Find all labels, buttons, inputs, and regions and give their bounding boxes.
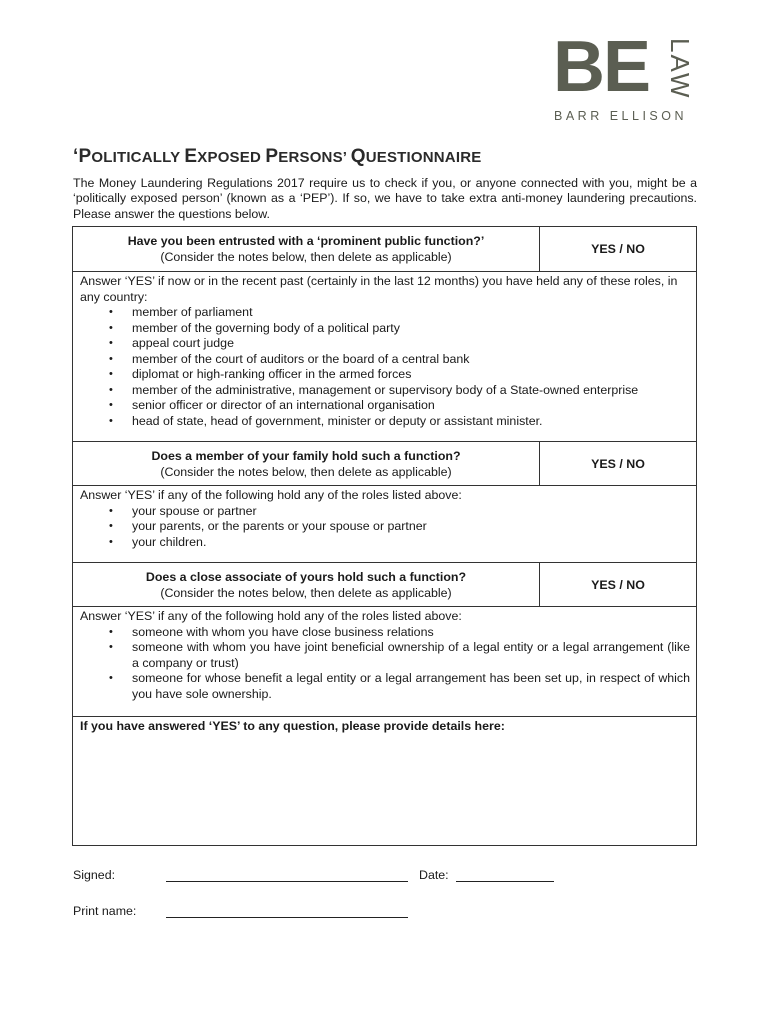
date-label: Date: xyxy=(419,868,449,882)
answer-intro: Answer ‘YES’ if any of the following hold any of the roles listed above: xyxy=(80,488,462,502)
list-item: • diplomat or high-ranking officer in the armed forces xyxy=(132,367,690,383)
question-note: (Consider the notes below, then delete as applicable) xyxy=(160,464,452,479)
logo-law-text: LAW xyxy=(665,38,695,100)
list-item: • your parents, or the parents or your spouse or partner xyxy=(132,519,690,535)
logo-subtitle: BARR ELLISON xyxy=(554,109,688,123)
list-item: • someone with whom you have joint beneficial ownership of a legal entity or a legal arrangement (like a company or trust) xyxy=(132,640,690,671)
list-item: • senior officer or director of an international organisation xyxy=(132,398,690,414)
list-item: • your children. xyxy=(132,535,690,551)
list-item: • someone for whose benefit a legal entity or a legal arrangement has been set up, in respect of which you have sole ownership. xyxy=(132,671,690,702)
logo-mark: BE xyxy=(553,27,650,107)
answer-notes-close-associate xyxy=(73,607,696,717)
print-name-label: Print name: xyxy=(73,904,137,918)
print-name-line[interactable] xyxy=(166,917,408,918)
list-item: • someone with whom you have close business relations xyxy=(132,625,690,641)
answer-notes-family-member xyxy=(73,486,696,563)
barr-ellison-logo xyxy=(553,27,698,126)
details-label: If you have answered ‘YES’ to any question, please provide details here: xyxy=(80,719,505,733)
intro-paragraph: The Money Laundering Regulations 2017 require us to check if you, or anyone connected with you, might be a ‘politically exposed person’ (known as a ‘PEP’). If so, we have to take extra anti-money laundering precautions. Please answer the questions below. xyxy=(73,176,697,221)
signed-label: Signed: xyxy=(73,868,116,882)
list-item: • appeal court judge xyxy=(132,336,690,352)
question-row-close-associate xyxy=(73,563,696,607)
yes-no-answer[interactable]: YES / NO xyxy=(591,456,645,471)
roles-list xyxy=(80,305,690,429)
list-item: • member of the court of auditors or the board of a central bank xyxy=(132,352,690,368)
answer-intro: Answer ‘YES’ if now or in the recent past (certainly in the last 12 months) you have held any of these roles, in any country: xyxy=(80,274,678,304)
answer-notes-prominent-function xyxy=(73,272,696,442)
page-title: ‘POLITICALLY EXPOSED PERSONS’ QUESTIONNAIRE xyxy=(73,146,482,167)
answer-intro: Answer ‘YES’ if any of the following hold any of the roles listed above: xyxy=(80,609,462,623)
associate-list xyxy=(80,625,690,703)
question-row-prominent-function xyxy=(73,227,696,272)
list-item: • your spouse or partner xyxy=(132,504,690,520)
list-item: • member of the administrative, management or supervisory body of a State-owned enterprise xyxy=(132,383,690,399)
family-list xyxy=(80,504,690,551)
signed-line[interactable] xyxy=(166,881,408,882)
question-note: (Consider the notes below, then delete as applicable) xyxy=(160,250,452,264)
list-item: • member of parliament xyxy=(132,305,690,321)
question-text: Does a member of your family hold such a function? xyxy=(151,448,461,463)
yes-no-answer[interactable]: YES / NO xyxy=(591,242,645,256)
details-field[interactable] xyxy=(73,717,696,845)
list-item: • head of state, head of government, minister or deputy or assistant minister. xyxy=(132,414,690,430)
question-text: Does a close associate of yours hold such a function? xyxy=(145,569,467,584)
list-item: • member of the governing body of a political party xyxy=(132,321,690,337)
yes-no-answer[interactable]: YES / NO xyxy=(591,577,645,592)
questionnaire-table xyxy=(72,226,697,846)
question-note: (Consider the notes below, then delete as applicable) xyxy=(160,585,452,600)
question-text: Have you been entrusted with a ‘prominent public function?’ xyxy=(127,234,485,248)
question-row-family-member xyxy=(73,442,696,486)
date-line[interactable] xyxy=(456,881,554,882)
